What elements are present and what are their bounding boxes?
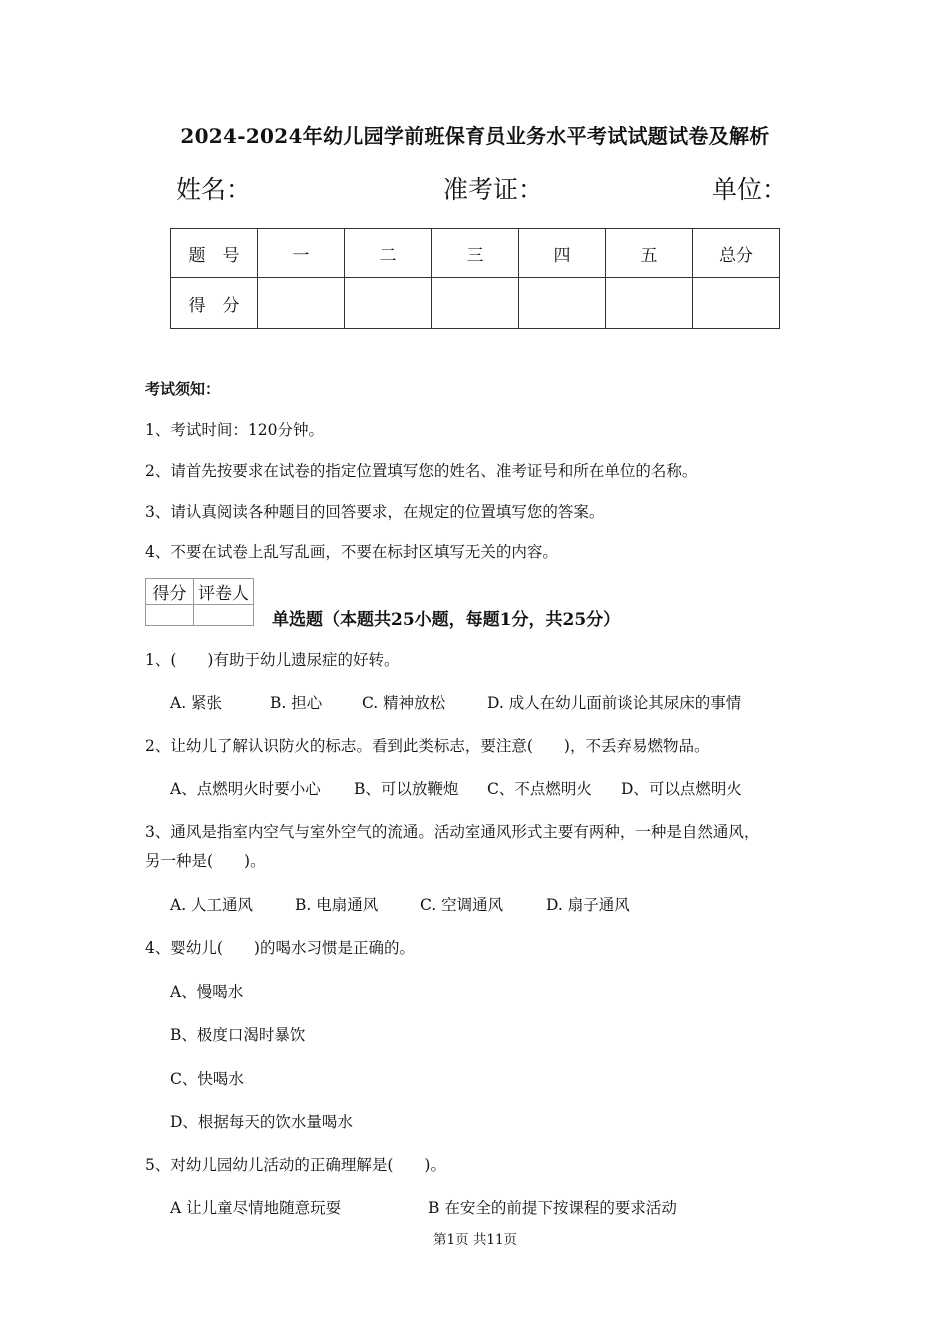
question-stem: 2、让幼儿了解认识防火的标志。看到此类标志，要注意( )，不丢弃易燃物品。 xyxy=(145,737,710,755)
option-item[interactable]: B、极度口渴时暴饮 xyxy=(170,1026,306,1044)
score-table xyxy=(170,228,780,329)
document-title: 2024-2024年幼儿园学前班保育员业务水平考试试题试卷及解析 xyxy=(180,124,770,148)
question-stem-continuation: 另一种是( )。 xyxy=(145,852,266,870)
grader-score-label: 得分 xyxy=(146,579,194,605)
option-item[interactable]: C、快喝水 xyxy=(170,1070,244,1088)
notes-title: 考试须知： xyxy=(145,380,221,398)
option-item[interactable]: C、不点燃明火 xyxy=(487,780,592,798)
option-item[interactable]: A、慢喝水 xyxy=(170,983,244,1001)
option-item[interactable]: A、点燃明火时要小心 xyxy=(170,780,321,798)
note-item: 4、不要在试卷上乱写乱画，不要在标封区填写无关的内容。 xyxy=(145,543,558,561)
option-item[interactable]: C. 空调通风 xyxy=(420,896,504,914)
option-item[interactable]: D、根据每天的饮水量喝水 xyxy=(170,1113,353,1131)
score-table-cell: 四 xyxy=(519,229,606,278)
option-item[interactable]: A. 人工通风 xyxy=(170,896,254,914)
option-item[interactable]: D、可以点燃明火 xyxy=(621,780,742,798)
section-title: 单选题（本题共25小题，每题1分，共25分） xyxy=(272,610,621,630)
score-table-score-row xyxy=(171,278,780,329)
name-field-label: 姓名： xyxy=(176,175,252,204)
question-stem: 3、通风是指室内空气与室外空气的流通。活动室通风形式主要有两种，一种是自然通风， xyxy=(145,823,760,841)
unit-field-label: 单位： xyxy=(712,175,788,204)
score-input-cell[interactable] xyxy=(432,278,519,329)
note-item: 2、请首先按要求在试卷的指定位置填写您的姓名、准考证号和所在单位的名称。 xyxy=(145,462,698,480)
option-item[interactable]: A 让儿童尽情地随意玩耍 xyxy=(170,1199,342,1217)
score-table-header-row xyxy=(171,229,780,278)
score-table-cell: 题 号 xyxy=(171,229,258,278)
score-input-cell[interactable] xyxy=(693,278,780,329)
option-item[interactable]: D. 扇子通风 xyxy=(546,896,630,914)
score-input-cell[interactable] xyxy=(258,278,345,329)
score-table-cell: 一 xyxy=(258,229,345,278)
question-stem: 4、婴幼儿( )的喝水习惯是正确的。 xyxy=(145,939,415,957)
grader-reviewer-label: 评卷人 xyxy=(194,579,254,605)
score-table-cell: 二 xyxy=(345,229,432,278)
question-stem: 1、( )有助于幼儿遗尿症的好转。 xyxy=(145,651,400,669)
score-input-cell[interactable] xyxy=(345,278,432,329)
grader-score-cell[interactable] xyxy=(146,605,194,626)
score-input-cell[interactable] xyxy=(519,278,606,329)
grader-reviewer-cell[interactable] xyxy=(194,605,254,626)
note-item: 1、考试时间：120分钟。 xyxy=(145,421,324,439)
score-table-cell: 三 xyxy=(432,229,519,278)
option-item[interactable]: B、可以放鞭炮 xyxy=(354,780,459,798)
question-stem: 5、对幼儿园幼儿活动的正确理解是( )。 xyxy=(145,1156,446,1174)
grader-box xyxy=(145,578,254,626)
score-table-cell: 总分 xyxy=(693,229,780,278)
option-item[interactable]: B. 担心 xyxy=(270,694,323,712)
score-table-cell: 五 xyxy=(606,229,693,278)
exam-id-field-label: 准考证： xyxy=(443,175,544,204)
note-item: 3、请认真阅读各种题目的回答要求，在规定的位置填写您的答案。 xyxy=(145,503,605,521)
score-input-cell[interactable] xyxy=(606,278,693,329)
option-item[interactable]: B 在安全的前提下按课程的要求活动 xyxy=(428,1199,677,1217)
score-table-cell: 得 分 xyxy=(171,278,258,329)
option-item[interactable]: A. 紧张 xyxy=(170,694,223,712)
option-item[interactable]: B. 电扇通风 xyxy=(295,896,379,914)
page-footer: 第1页 共11页 xyxy=(432,1232,518,1248)
option-item[interactable]: D. 成人在幼儿面前谈论其尿床的事情 xyxy=(487,694,742,712)
option-item[interactable]: C. 精神放松 xyxy=(362,694,446,712)
